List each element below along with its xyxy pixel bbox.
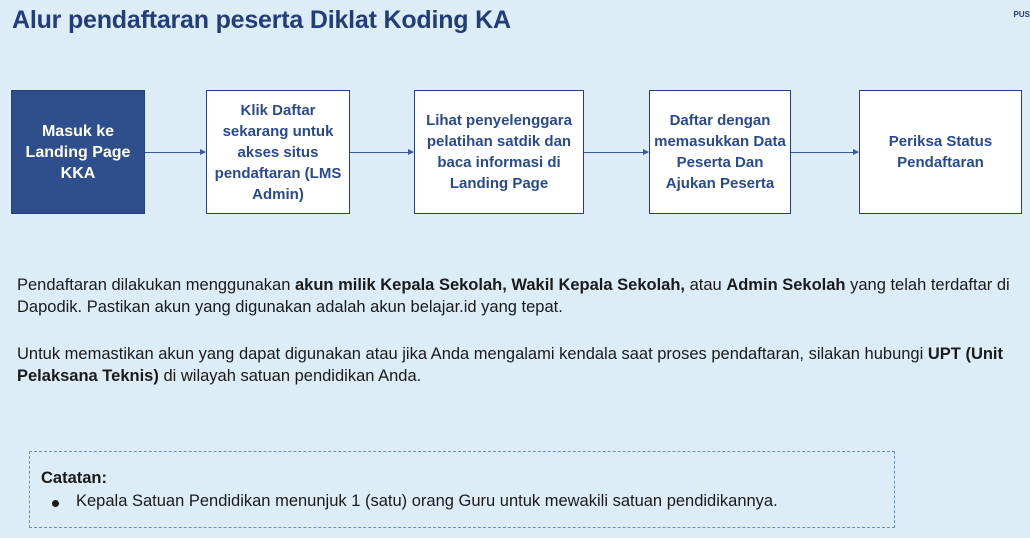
paragraph-text: yang telah terdaftar di Dapodik. Pastikan akun yang digunakan adalah akun belajar.id yang tepat. bbox=[17, 276, 1010, 316]
paragraph-bold: Admin Sekolah bbox=[726, 276, 846, 294]
flow-step-klik-daftar: Klik Daftar sekarang untuk akses situs pendaftaran (LMS Admin) bbox=[206, 90, 350, 214]
flow-arrow bbox=[791, 152, 858, 153]
flow-step-lihat-penyelenggara: Lihat penyelenggara pelatihan satdik dan baca informasi di Landing Page bbox=[414, 90, 584, 214]
paragraph-akun-pendaftaran bbox=[17, 274, 1017, 318]
paragraph-text: atau bbox=[685, 276, 727, 294]
flow-step-periksa-status: Periksa Status Pendaftaran bbox=[859, 90, 1022, 214]
flow-diagram bbox=[0, 0, 1030, 240]
flow-step-landing-page: Masuk ke Landing Page KKA bbox=[11, 90, 145, 214]
note-box bbox=[29, 451, 895, 528]
paragraph-text: Untuk memastikan akun yang dapat digunakan atau jika Anda mengalami kendala saat proses pendaftaran, silakan hubungi bbox=[17, 345, 928, 363]
paragraph-kendala bbox=[17, 343, 1017, 387]
bullet-icon bbox=[52, 500, 59, 507]
page-title: Alur pendaftaran peserta Diklat Koding KA bbox=[12, 6, 511, 34]
paragraph-text: di wilayah satuan pendidikan Anda. bbox=[158, 367, 422, 385]
corner-logo: PUS bbox=[1013, 10, 1030, 19]
paragraph-bold: akun milik Kepala Sekolah, Wakil Kepala Sekolah, bbox=[294, 276, 686, 294]
note-item: Kepala Satuan Pendidikan menunjuk 1 (satu) orang Guru untuk mewakili satuan pendidikannya. bbox=[76, 492, 778, 510]
flow-arrow bbox=[350, 152, 413, 153]
paragraph-bold: UPT (Unit Pelaksana Teknis) bbox=[17, 345, 1004, 385]
paragraph-text: Pendaftaran dilakukan menggunakan bbox=[17, 276, 295, 294]
flow-arrow bbox=[145, 152, 205, 153]
note-title: Catatan: bbox=[41, 469, 108, 487]
flow-step-daftar-peserta: Daftar dengan memasukkan Data Peserta Dan Ajukan Peserta bbox=[649, 90, 791, 214]
flow-arrow bbox=[584, 152, 648, 153]
